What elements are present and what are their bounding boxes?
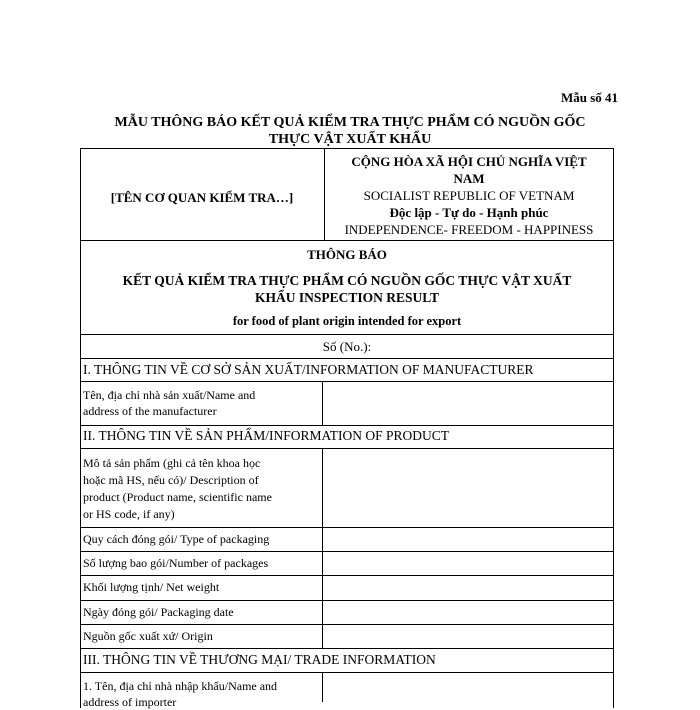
field-label-line: product (Product name, scientific name: [83, 490, 272, 504]
section-manufacturer: I. THÔNG TIN VỀ CƠ SỞ SẢN XUẤT/INFORMATION OF MANUFACTURER: [83, 362, 534, 377]
section-trade: III. THÔNG TIN VỀ THƯƠNG MẠI/ TRADE INFORMATION: [83, 652, 436, 667]
field-packaging-date: Ngày đóng gói/ Packaging date: [83, 605, 234, 619]
notice-subtitle: for food of plant origin intended for export: [232, 314, 462, 328]
field-label-line: 1. Tên, địa chỉ nhà nhập khẩu/Name and: [83, 679, 278, 693]
row-divider: [80, 425, 614, 426]
field-package-count: Số lượng bao gói/Number of packages: [83, 556, 269, 570]
row-divider: [80, 381, 614, 382]
republic-name-vn-line-2: NAM: [453, 171, 485, 186]
field-manufacturer-name: [83, 387, 321, 419]
national-motto: [326, 153, 612, 238]
notice-title-line-1: KẾT QUẢ KIỂM TRA THỰC PHẨM CÓ NGUỒN GỐC THỰC VẬT XUẤT: [122, 273, 572, 288]
slogan-en: INDEPENDENCE- FREEDOM - HAPPINESS: [344, 222, 594, 237]
field-label-line: Mô tả sản phẩm (ghi cả tên khoa học: [83, 456, 261, 470]
row-divider: [80, 551, 614, 552]
notice-title-line-2: KHẨU INSPECTION RESULT: [254, 290, 440, 305]
field-label-line: address of the manufacturer: [83, 404, 217, 418]
document-number-label: Số (No.):: [322, 339, 372, 354]
field-packaging-type: Quy cách đóng gói/ Type of packaging: [83, 532, 270, 546]
section-product: II. THÔNG TIN VỀ SẢN PHẨM/INFORMATION OF PRODUCT: [83, 428, 450, 443]
field-label-line: or HS code, if any): [83, 507, 175, 521]
notice-heading: THÔNG BÁO: [307, 247, 387, 262]
field-label-line: address of importer: [83, 695, 177, 709]
row-divider: [80, 648, 614, 649]
field-net-weight: Khối lượng tịnh/ Net weight: [83, 580, 220, 594]
row-divider: [80, 600, 614, 601]
row-divider: [80, 527, 614, 528]
trade-column-divider: [322, 672, 323, 702]
row-divider: [80, 334, 614, 335]
document-title-line-2: THỰC VẬT XUẤT KHẨU: [268, 132, 432, 147]
row-divider: [80, 672, 614, 673]
row-divider: [80, 240, 614, 241]
slogan-vn: Độc lập - Tự do - Hạnh phúc: [389, 205, 549, 220]
field-product-description: [83, 455, 321, 523]
field-label-line: hoặc mã HS, nếu có)/ Description of: [83, 473, 259, 487]
field-label-line: Tên, địa chỉ nhà sản xuất/Name and: [83, 388, 256, 402]
document-title: [90, 114, 610, 148]
row-divider: [80, 448, 614, 449]
form-code: Mẫu số 41: [560, 90, 618, 105]
header-column-divider: [324, 148, 325, 240]
field-importer: [83, 678, 321, 710]
product-column-divider: [322, 448, 323, 648]
manufacturer-column-divider: [322, 381, 323, 425]
row-divider: [80, 624, 614, 625]
document-title-line-1: MẪU THÔNG BÁO KẾT QUẢ KIỂM TRA THỰC PHẨM CÓ NGUỒN GỐC: [114, 115, 586, 130]
inspection-agency-name: [TÊN CƠ QUAN KIỂM TRA…]: [110, 190, 294, 205]
republic-name-en: SOCIALIST REPUBLIC OF VETNAM: [363, 188, 575, 203]
republic-name-vn-line-1: CỘNG HÒA XÃ HỘI CHỦ NGHĨA VIỆT: [351, 154, 587, 169]
notice-title: [82, 272, 612, 306]
row-divider: [80, 575, 614, 576]
field-origin: Nguồn gốc xuất xứ/ Origin: [83, 629, 213, 643]
row-divider: [80, 358, 614, 359]
